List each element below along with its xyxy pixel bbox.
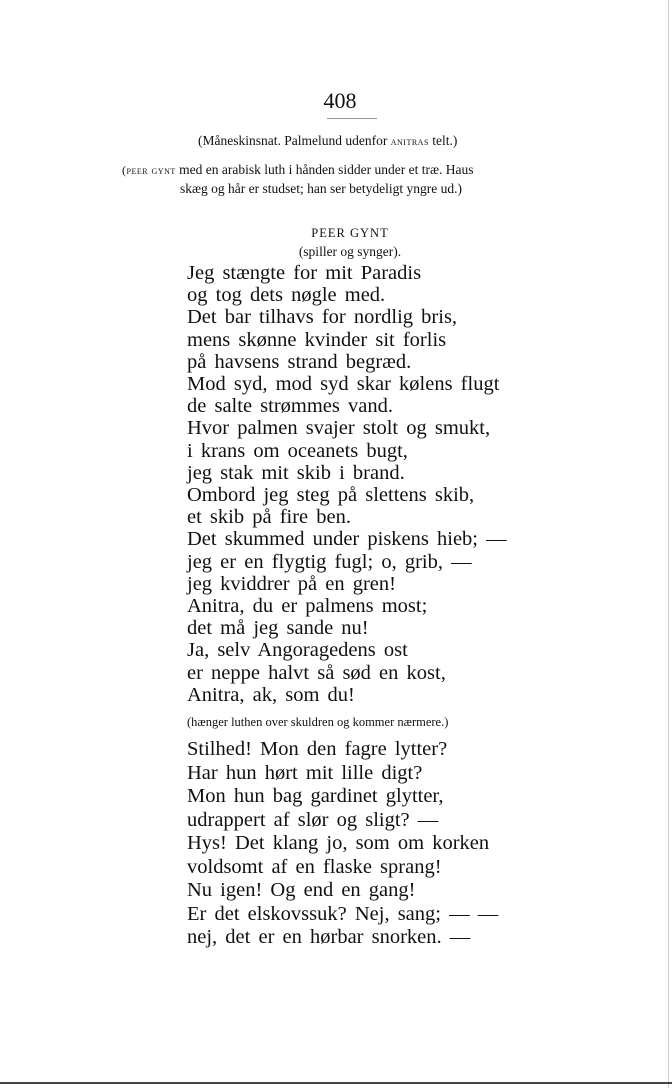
stanza-1 [187, 262, 507, 706]
stage-direction-text-1: med en arabisk luth i hånden sidder under et træ. Haus [175, 162, 474, 177]
stage-direction-line-2: skæg og hår er studset; han ser betydeligt yngre ud.) [180, 181, 462, 196]
scene-direction-pre: (Måneskinsnat. Palmelund udenfor [198, 133, 391, 148]
verse-line: Anitra, ak, som du! [187, 683, 355, 706]
verse-line: det må jeg sande nu! [187, 617, 369, 640]
verse-line: Hvor palmen svajer stolt og smukt, [187, 417, 491, 440]
verse-line: de salte strømmes vand. [187, 395, 393, 418]
verse-line: et skib på fire ben. [187, 506, 351, 529]
verse-line: Mod syd, mod syd skar kølens flugt [187, 373, 500, 396]
verse-line: Det bar tilhavs for nordlig bris, [187, 306, 458, 329]
verse-line: voldsomt af en flaske sprang! [187, 855, 442, 878]
verse-line: jeg stak mit skib i brand. [187, 461, 405, 484]
verse-line: nej, det er en hørbar snorken. — [187, 926, 471, 948]
verse-line: Nu igen! Og end en gang! [187, 879, 416, 901]
page-bottom-border [0, 1082, 672, 1084]
speaker-name: PEER GYNT [311, 226, 389, 240]
verse-line: i krans om oceanets bugt, [187, 439, 408, 462]
verse-line: Ja, selv Angoragedens ost [187, 639, 408, 662]
verse-line: Ombord jeg steg på slettens skib, [187, 484, 475, 507]
verse-line: Mon hun bag gardinet glytter, [187, 785, 444, 807]
stage-direction-name: (peer gynt [122, 163, 176, 177]
verse-line: Har hun hørt mit lille digt? [187, 761, 423, 784]
scene-direction-post: telt.) [428, 133, 458, 148]
page-edge [668, 0, 669, 1088]
verse-line: Hys! Det klang jo, som om korken [187, 832, 490, 854]
verse-line: Jeg stængte for mit Paradis [187, 262, 422, 284]
verse-line: og tog dets nøgle med. [187, 284, 386, 307]
stanza-2 [187, 738, 498, 950]
verse-line: mens skønne kvinder sit forlis [187, 328, 447, 351]
scene-direction-name: anitras [390, 134, 429, 148]
verse-line: er neppe halvt så sød en kost, [187, 661, 446, 684]
verse-line: jeg er en flygtig fugl; o, grib, — [187, 550, 472, 573]
verse-line: udrappert af slør og sligt? — [187, 808, 439, 831]
verse-line: jeg kviddrer på en gren! [187, 572, 396, 595]
stage-direction-line-1 [122, 162, 473, 178]
page-number-rule [327, 118, 377, 119]
verse-line: Stilhed! Mon den fagre lytter? [187, 738, 448, 760]
speaker-direction: (spiller og synger). [298, 244, 402, 259]
mid-direction: (hænger luthen over skuldren og kommer nærmere.) [187, 715, 449, 729]
verse-line: Er det elskovssuk? Nej, sang; — — [187, 902, 499, 925]
verse-line: Anitra, du er palmens most; [187, 595, 428, 618]
scene-direction [198, 133, 457, 149]
verse-line: på havsens strand begræd. [187, 350, 412, 373]
verse-line: Det skummed under piskens hieb; — [187, 528, 507, 551]
page-number: 408 [323, 88, 357, 113]
